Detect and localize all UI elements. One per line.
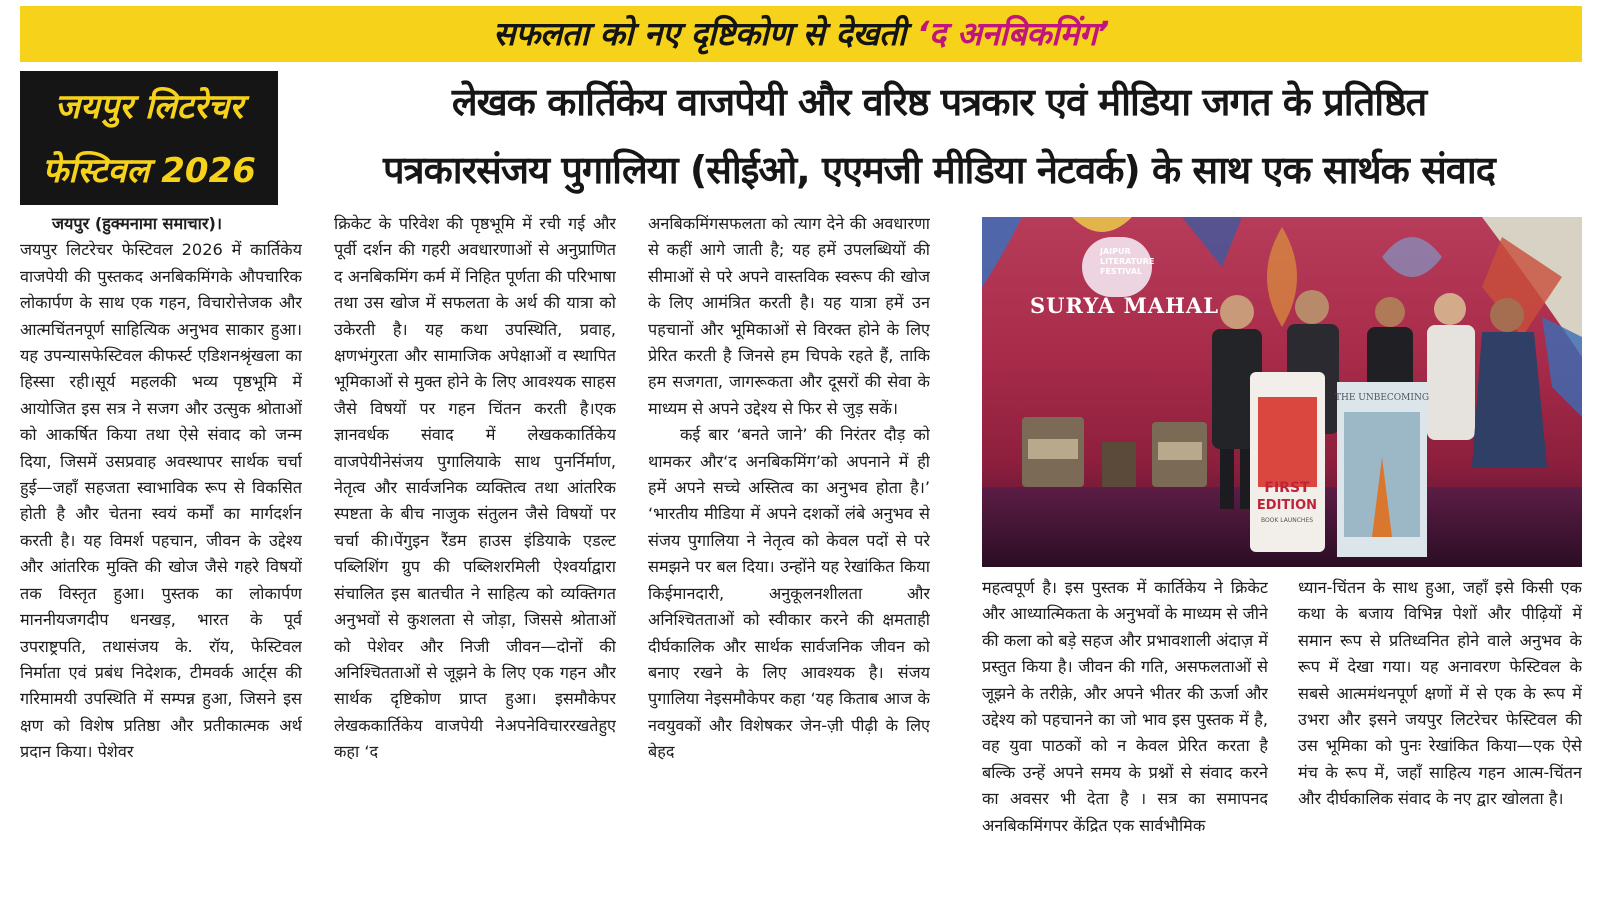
venue-sign: SURYA MAHAL	[1030, 293, 1219, 318]
column-4-text: महत्वपूर्ण है। इस पुस्तक में कार्तिकेय ने क्रिकेट और आध्यात्मिकता के अनुभवों के माध्यम से जीने की कला को बड़े सहज और प्रभावशाली अंदाज़ में प्रस्तुत किया है। जीवन की गति, असफलताओं से जूझने के तरीक़े, और अपने भीतर की ऊर्जा और उद्देश्य को पहचानने का जो भाव इस पुस्तक में है, वह युवा पाठकों को न केवल प्रेरित करता है बल्कि उन्हें अपने समय के प्रश्नों से संवाद करने का अवसर भी देता है । सत्र का समापनद अनबिकमिंगपर केंद्रित एक सार्वभौमिक	[982, 578, 1268, 835]
dateline: जयपुर (हुक्मनामा समाचार)।	[52, 214, 222, 233]
headline-line1: लेखक कार्तिकेय वाजपेयी और वरिष्ठ पत्रकार एवं मीडिया जगत के प्रतिष्ठित	[451, 80, 1427, 124]
banner-text: सफलता को नए दृष्टिकोण से देखती	[493, 14, 917, 53]
article-column-1	[20, 211, 302, 916]
top-banner	[20, 6, 1582, 62]
column-3-paragraph-2: कई बार ‘बनते जाने’ की निरंतर दौड़ को थामकर और‘द अनबिकमिंग’को अपनाने में ही हमें अपने सच्चे अस्तित्व का अनुभव होता है।’ ‘भारतीय मीडिया में अपने दशकों लंबे अनुभव से संजय पुगालिया ने नेतृत्व को केवल पदों से परे समझने पर बल दिया। उन्होंने यह रेखांकित किया किईमानदारी, अनुकूलनशीलता और अनिश्चितताओं को स्वीकार करने की क्षमताही दीर्घकालिक और सार्थक सार्वजनिक जीवन को बनाए रखने के लिए आवश्यक है। संजय पुगालिया नेइसमौकेपर कहा ‘यह किताब आज के नवयुवकों और विशेषकर जेन-ज़ी पीढ़ी के लिए बेहद	[648, 425, 930, 762]
column-1-text: जयपुर लिटरेचर फेस्टिवल 2026 में कार्तिकेय वाजपेयी की पुस्तकद अनबिकमिंगके औपचारिक लोकार्पण के साथ एक गहन, विचारोत्तेजक और आत्मचिंतनपूर्ण साहित्यिक अनुभव साकार हुआ। यह उपन्यासफेस्टिवल कीफर्स्ट एडिशनश्रृंखला का हिस्सा रही।सूर्य महलकी भव्य पृष्ठभूमि में आयोजित इस सत्र ने सजग और उत्सुक श्रोताओं को आकर्षित किया तथा ऐसे संवाद को जन्म दिया, जिसमें उसप्रवाह अवस्थापर सार्थक चर्चा हुई—जहाँ सहजता स्वाभाविक रूप से विकसित होती है और चेतना स्वयं कर्मों का मार्गदर्शन करती है। यह विमर्श पहचान, जीवन के उद्देश्य और आंतरिक मुक्ति की खोज जैसे गहरे विषयों तक विस्तृत हुआ। पुस्तक का लोकार्पण माननीयजगदीप धनखड़, भारत के पूर्व उपराष्ट्रपति, तथासंजय के. रॉय, फेस्टिवल निर्माता एवं प्रबंध निदेशक, टीमवर्क आर्ट्स की गरिमामयी उपस्थिति में सम्पन्न हुआ, जिसने इस क्षण को विशेष प्रतिष्ठा और प्रतीकात्मक अर्थ प्रदान किया। पेशेवर	[20, 240, 302, 762]
section-label-line2: फेस्टिवल 2026	[42, 151, 256, 191]
event-photo-illustration	[982, 217, 1582, 567]
banner-book-title: ‘द अनबिकमिंग’	[916, 14, 1109, 53]
article-column-2	[334, 211, 616, 916]
article-column-4	[982, 575, 1268, 915]
section-label-line1: जयपुर लिटरेचर	[54, 87, 244, 127]
section-label	[20, 71, 278, 205]
poster-edition: EDITION	[1256, 498, 1318, 513]
festival-logo: JAIPUR LITERATURE FESTIVAL	[1100, 247, 1155, 276]
column-3-paragraph-1: अनबिकमिंगसफलता को त्याग देने की अवधारणा से कहीं आगे जाती है; यह हमें उपलब्धियों की सीमाओं से परे अपने वास्तविक स्वरूप की खोज के लिए आमंत्रित करती है। यह यात्रा हमें उन पहचानों और भूमिकाओं से विरक्त होने के लिए प्रेरित करती है जिनसे हम चिपके रहते हैं, ताकि हम सजगता, जागरूकता और दूसरों की सेवा के माध्यम से अपने उद्देश्य से फिर से जुड़ सकें।	[648, 214, 930, 418]
book-cover-title: THE UNBECOMING	[1334, 393, 1430, 403]
article-column-5	[1298, 575, 1582, 915]
poster-first: FIRST	[1264, 480, 1310, 496]
headline-line2: पत्रकारसंजय पुगालिया (सीईओ, एएमजी मीडिया नेटवर्क) के साथ एक सार्थक संवाद	[383, 148, 1495, 192]
column-5-text: ध्यान-चिंतन के साथ हुआ, जहाँ इसे किसी एक कथा के बजाय विभिन्न पेशों और पीढ़ियों में समान रूप से प्रतिध्वनित होने वाले अनुभव के रूप में देखा गया। यह अनावरण फेस्टिवल के सबसे आत्ममंथनपूर्ण क्षणों में से एक के रूप में उभरा और इसने जयपुर लिटरेचर फेस्टिवल की उस भूमिका को पुनः रेखांकित किया—एक ऐसे मंच के रूप में, जहाँ साहित्य गहन आत्म-चिंतन और दीर्घकालिक संवाद के नए द्वार खोलता है।	[1298, 578, 1582, 809]
event-photo	[982, 217, 1582, 567]
headline	[294, 68, 1584, 204]
column-2-text: क्रिकेट के परिवेश की पृष्ठभूमि में रची गई और पूर्वी दर्शन की गहरी अवधारणाओं से अनुप्राणित द अनबिकमिंग कर्म में निहित पूर्णता की परिभाषा तथा उस खोज में सफलता के अर्थ की यात्रा को उकेरती है। यह कथा उपस्थिति, प्रवाह, क्षणभंगुरता और सामाजिक अपेक्षाओं व स्थापित भूमिकाओं से मुक्त होने के लिए आवश्यक साहस जैसे विषयों पर गहन चिंतन करती है।एक ज्ञानवर्धक संवाद में लेखककार्तिकेय वाजपेयीनेसंजय पुगालियाके साथ पुनर्निर्माण, नेतृत्व और सार्वजनिक व्यक्तित्व तथा आंतरिक स्पष्टता के बीच नाजुक संतुलन जैसे विषयों पर चर्चा की।पेंगुइन रैंडम हाउस इंडियाके एडल्ट पब्लिशिंग ग्रुप की पब्लिशरमिली ऐश्वर्याद्वारा संचालित इस बातचीत ने साहित्य को व्यक्तिगत अनुभवों से कुशलता से जोड़ा, जिससे श्रोताओं को पेशेवर और निजी जीवन—दोनों की अनिश्चितताओं से जूझने के लिए एक गहन और सार्थक दृष्टिकोण प्राप्त हुआ। इसमौकेपर लेखककार्तिकेय वाजपेयी नेअपनेविचाररखतेहुए कहा ‘द	[334, 214, 616, 762]
poster-book-launches: BOOK LAUNCHES	[1260, 517, 1314, 524]
article-column-3	[648, 211, 930, 916]
